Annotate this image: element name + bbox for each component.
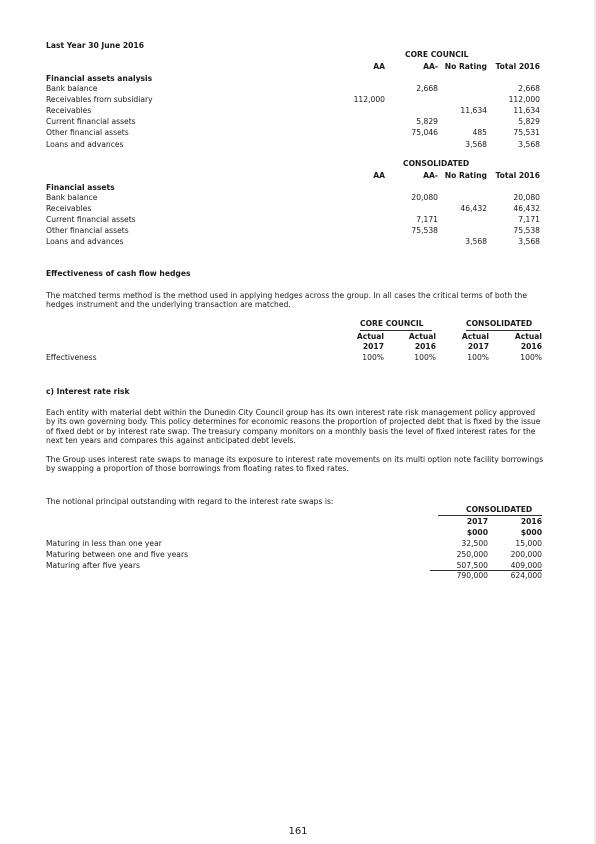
- hedges-paragraph: The matched terms method is the method used in applying hedges across the group. In all cases the critical terms of both the hedges instrument and the underlying transaction are matched.: [46, 291, 528, 310]
- cons-cell-label: Other financial assets: [46, 226, 129, 236]
- swap-unit-2017: $000: [466, 528, 488, 537]
- effectiveness-label: Effectiveness: [46, 353, 97, 362]
- cons-cell-aam: 75,538: [411, 226, 438, 236]
- cons-col-no-rating: No Rating: [444, 171, 487, 180]
- hedge-actual-1: Actual: [356, 332, 384, 341]
- swap-cell-label: Maturing after five years: [46, 561, 140, 570]
- core-cell-label: Receivables from subsidiary: [46, 95, 153, 105]
- core-cell-aam: 75,046: [411, 128, 438, 138]
- consolidated-title: CONSOLIDATED: [403, 159, 470, 168]
- cons-cell-total: 3,568: [518, 237, 540, 247]
- core-cell-nr: 11,634: [460, 106, 487, 116]
- core-council-title: CORE COUNCIL: [405, 50, 469, 59]
- period-header: Last Year 30 June 2016: [46, 41, 144, 50]
- interest-paragraph-3: The notional principal outstanding with regard to the interest rate swaps is:: [46, 497, 334, 506]
- page-number: 161: [288, 826, 308, 837]
- col-total-2016: Total 2016: [495, 62, 540, 71]
- hedge-actual-2: Actual: [408, 332, 436, 341]
- col-aa: AA: [373, 62, 385, 71]
- cons-col-aa-minus: AA-: [423, 171, 438, 180]
- swap-cell-v2016: 200,000: [510, 550, 542, 559]
- cons-cell-label: Bank balance: [46, 193, 98, 202]
- swap-group-consolidated: CONSOLIDATED: [466, 505, 533, 514]
- cons-section-heading: Financial assets: [46, 183, 115, 192]
- cons-cell-total: 46,432: [513, 204, 540, 214]
- core-cell-total: 5,829: [518, 117, 540, 127]
- core-cell-nr: 3,568: [465, 139, 487, 149]
- effectiveness-cons-2016: 100%: [520, 353, 542, 362]
- interest-heading: c) Interest rate risk: [46, 387, 130, 396]
- core-cell-aa: 112,000: [353, 95, 385, 105]
- cons-col-aa: AA: [373, 171, 385, 180]
- cons-cell-label: Loans and advances: [46, 237, 124, 247]
- core-cell-label: Current financial assets: [46, 117, 136, 127]
- swap-cell-label: Maturing between one and five years: [46, 550, 189, 559]
- cons-cell-total: 7,171: [518, 215, 540, 225]
- interest-paragraph-2: The Group uses interest rate swaps to manage its exposure to interest rate movements on its multi option note facility borrowings by swapping a proportion of those borrowings from floating rates to fixed rates.: [46, 455, 544, 474]
- hedge-core-underline: [360, 330, 432, 331]
- swap-year-2016: 2016: [520, 517, 542, 526]
- core-section-heading: Financial assets analysis: [46, 74, 153, 83]
- hedge-year-2017-core: 2017: [362, 342, 384, 351]
- swap-year-2017: 2017: [466, 517, 488, 526]
- cons-cell-total: 20,080: [513, 193, 540, 202]
- swap-total-2017: 790,000: [456, 571, 488, 580]
- core-cell-label: Receivables: [46, 106, 92, 116]
- core-cell-label: Bank balance: [46, 84, 98, 93]
- swap-unit-2016: $000: [520, 528, 542, 537]
- hedge-actual-4: Actual: [514, 332, 542, 341]
- effectiveness-core-2017: 100%: [362, 353, 384, 362]
- hedge-group-consolidated: CONSOLIDATED: [466, 319, 533, 328]
- col-no-rating: No Rating: [444, 62, 487, 71]
- swap-cell-v2016: 409,000: [510, 561, 542, 570]
- effectiveness-cons-2017: 100%: [467, 353, 489, 362]
- swap-cell-v2016: 15,000: [515, 539, 542, 548]
- swap-cell-v2017: 250,000: [456, 550, 488, 559]
- interest-paragraph-1: Each entity with material debt within the Dunedin City Council group has its own interest rate risk management policy approved by its own governing body. This policy determines for economic reasons the proportion of projected debt that is fixed by the issue of fixed debt or by interest rate swap. The treasury company monitors on a monthly basis the level of fixed interest rates for the next ten years and compares this against anticipated debt levels.: [46, 408, 541, 446]
- hedge-group-core: CORE COUNCIL: [360, 319, 424, 328]
- core-cell-aam: 5,829: [416, 117, 438, 127]
- cons-col-total-2016: Total 2016: [495, 171, 540, 180]
- swap-cell-v2017: 32,500: [461, 539, 488, 548]
- hedge-year-2016-core: 2016: [414, 342, 436, 351]
- hedges-heading: Effectiveness of cash flow hedges: [46, 269, 191, 278]
- core-cell-total: 112,000: [508, 95, 540, 105]
- core-cell-total: 11,634: [513, 106, 540, 116]
- swap-cell-v2017: 507,500: [456, 561, 488, 570]
- core-cell-total: 2,668: [518, 84, 540, 93]
- core-cell-label: Other financial assets: [46, 128, 129, 138]
- col-aa-minus: AA-: [423, 62, 438, 71]
- hedge-year-2017-cons: 2017: [467, 342, 489, 351]
- swap-cell-label: Maturing in less than one year: [46, 539, 162, 548]
- cons-cell-aam: 7,171: [416, 215, 438, 225]
- hedge-cons-underline: [466, 330, 540, 331]
- cons-cell-nr: 46,432: [460, 204, 487, 214]
- cons-cell-nr: 3,568: [465, 237, 487, 247]
- core-cell-total: 3,568: [518, 139, 540, 149]
- hedge-year-2016-cons: 2016: [520, 342, 542, 351]
- cons-cell-total: 75,538: [513, 226, 540, 236]
- core-cell-label: Loans and advances: [46, 139, 124, 149]
- cons-cell-label: Current financial assets: [46, 215, 136, 225]
- hedge-actual-3: Actual: [461, 332, 489, 341]
- cons-cell-aam: 20,080: [411, 193, 438, 202]
- swap-group-underline: [438, 515, 542, 516]
- swap-total-2016: 624,000: [510, 571, 542, 580]
- effectiveness-core-2016: 100%: [414, 353, 436, 362]
- core-cell-aam: 2,668: [416, 84, 438, 93]
- core-cell-total: 75,531: [513, 128, 540, 138]
- cons-cell-label: Receivables: [46, 204, 92, 214]
- core-cell-nr: 485: [472, 128, 487, 138]
